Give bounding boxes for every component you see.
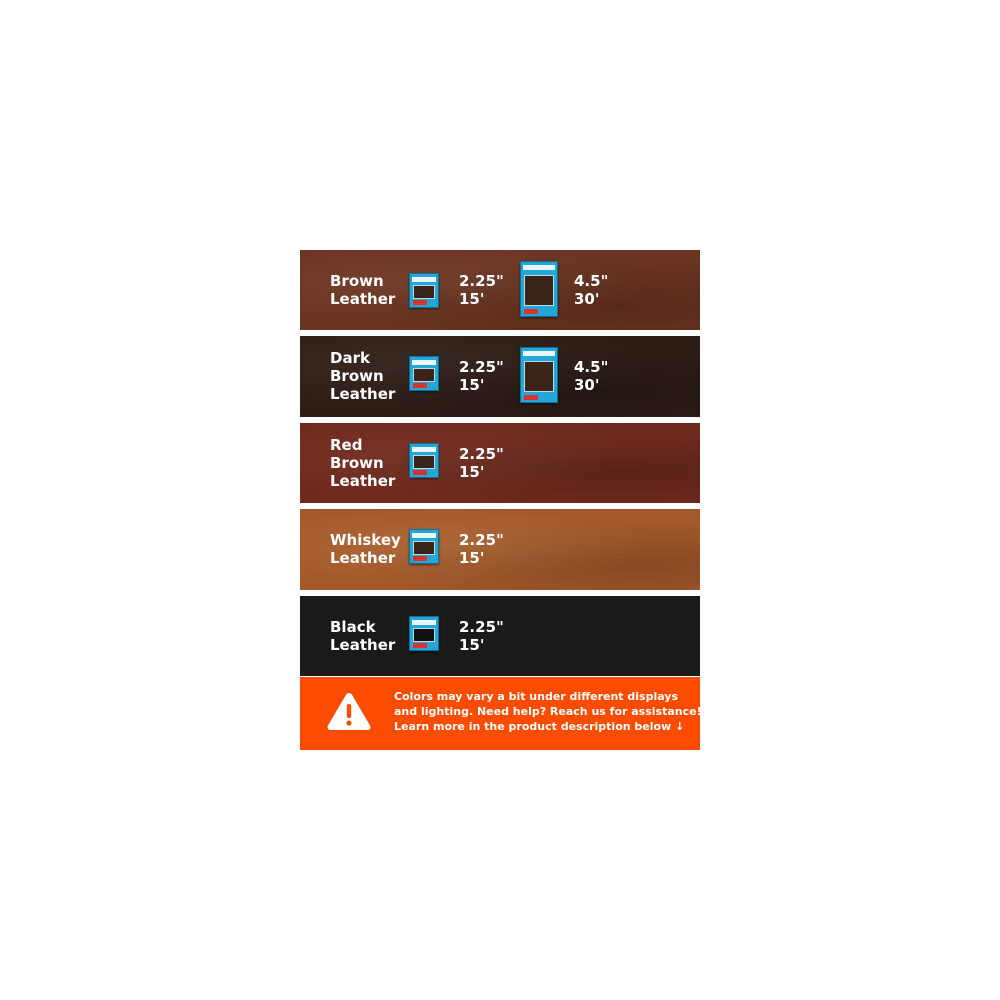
color-name: Red Brown Leather xyxy=(330,436,396,490)
size-width: 4.5" xyxy=(574,272,609,290)
size-width: 2.25" xyxy=(459,272,504,290)
tape-box-large-icon xyxy=(520,347,558,403)
disclaimer-line: Colors may vary a bit under different displays xyxy=(394,690,679,703)
size-width: 4.5" xyxy=(574,358,609,376)
size-length: 15' xyxy=(459,376,485,394)
tape-box-small-icon xyxy=(409,529,439,564)
color-row-brown-leather xyxy=(300,250,700,330)
size-length: 15' xyxy=(459,290,485,308)
size-length: 30' xyxy=(574,290,600,308)
disclaimer-line: and lighting. Need help? Reach us for assistance! xyxy=(394,705,702,718)
tape-box-large-icon xyxy=(520,261,558,317)
tape-box-small-icon xyxy=(409,443,439,478)
size-width: 2.25" xyxy=(459,618,504,636)
color-name: Brown Leather xyxy=(330,272,396,308)
size-width: 2.25" xyxy=(459,445,504,463)
color-row-red-brown-leather xyxy=(300,423,700,503)
color-name: Black Leather xyxy=(330,618,396,654)
color-name: Dark Brown Leather xyxy=(330,349,396,403)
learn-more-link[interactable]: Learn more in the product description below ↓ xyxy=(394,720,685,733)
color-row-black-leather xyxy=(300,596,700,676)
warning-icon xyxy=(326,691,372,731)
size-length: 15' xyxy=(459,463,485,481)
color-row-whiskey-leather xyxy=(300,509,700,590)
tape-box-small-icon xyxy=(409,356,439,391)
size-width: 2.25" xyxy=(459,358,504,376)
size-length: 15' xyxy=(459,636,485,654)
size-length: 30' xyxy=(574,376,600,394)
tape-box-small-icon xyxy=(409,616,439,651)
size-width: 2.25" xyxy=(459,531,504,549)
disclaimer-text xyxy=(394,689,702,734)
leather-color-chart xyxy=(300,250,700,750)
size-length: 15' xyxy=(459,549,485,567)
color-disclaimer-banner xyxy=(300,677,700,750)
tape-box-small-icon xyxy=(409,273,439,308)
color-name: Whiskey Leather xyxy=(330,531,401,567)
color-row-dark-brown-leather xyxy=(300,336,700,417)
